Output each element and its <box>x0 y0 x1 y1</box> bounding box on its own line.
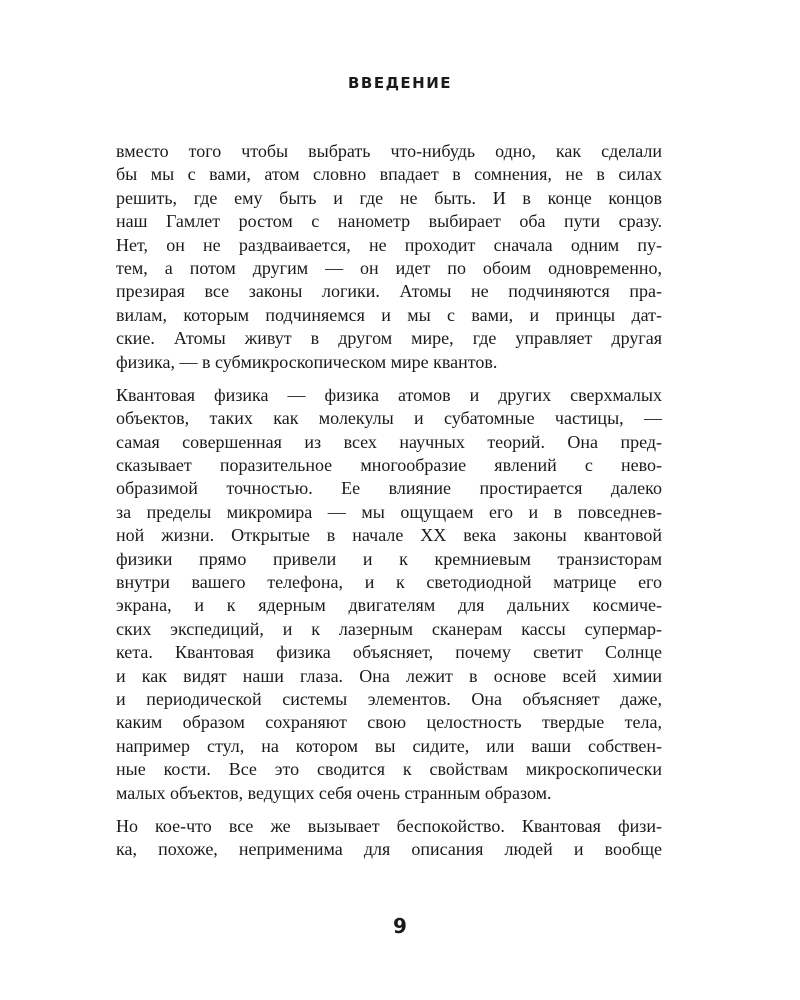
text-line: например стул, на котором вы сидите, или ваши собствен- <box>116 735 662 756</box>
text-line: физики прямо привели и к кремниевым транзисторам <box>116 548 662 569</box>
text-line: ских экспедиций, и к лазерным сканерам кассы супермар- <box>116 618 662 639</box>
text-line: каким образом сохраняют свою целостность твердые тела, <box>116 712 662 733</box>
page-number: 9 <box>393 914 407 938</box>
text-line: и как видят наши глаза. Она лежит в основе всей химии <box>116 665 662 686</box>
paragraph <box>116 815 662 862</box>
text-line: ские. Атомы живут в другом мире, где управляет другая <box>116 328 662 349</box>
text-line: Нет, он не раздваивается, не проходит сначала одним пу- <box>116 234 662 255</box>
text-line: малых объектов, ведущих себя очень странным образом. <box>116 782 552 803</box>
running-head: ВВЕДЕНИЕ <box>347 74 453 92</box>
text-line: сказывает поразительное многообразие явлений с нево- <box>116 455 662 476</box>
text-line: самая совершенная из всех научных теорий. Она пред- <box>116 431 662 452</box>
text-line: бы мы с вами, атом словно впадает в сомнения, не в силах <box>116 164 662 185</box>
text-line: образимой точностью. Ее влияние простирается далеко <box>116 478 662 499</box>
text-line: и периодической системы элементов. Она объясняет даже, <box>116 688 662 709</box>
text-line: ка, похоже, неприменима для описания людей и вообще <box>116 839 662 860</box>
paragraph <box>116 384 662 805</box>
text-line: наш Гамлет ростом с нанометр выбирает оба пути сразу. <box>116 211 662 232</box>
text-line: за пределы микромира — мы ощущаем его и в повседнев- <box>116 501 662 522</box>
text-line: объектов, таких как молекулы и субатомные частицы, — <box>116 408 662 429</box>
text-line: ные кости. Все это сводится к свойствам микроскопически <box>116 759 662 780</box>
text-line: Но кое-что все же вызывает беспокойство. Квантовая физи- <box>116 815 662 836</box>
text-line: кета. Квантовая физика объясняет, почему светит Солнце <box>116 642 662 663</box>
text-line: презирая все законы логики. Атомы не подчиняются пра- <box>116 281 662 302</box>
text-line: вилам, которым подчиняемся и мы с вами, и принцы дат- <box>116 304 662 325</box>
paragraph <box>116 140 662 374</box>
text-line: вместо того чтобы выбрать что-нибудь одно, как сделали <box>116 141 662 161</box>
text-line: внутри вашего телефона, и к светодиодной матрице его <box>116 572 662 593</box>
text-line: физика, — в субмикроскопическом мире квантов. <box>116 351 498 372</box>
text-line: решить, где ему быть и где не быть. И в конце концов <box>116 187 662 208</box>
text-line: экрана, и к ядерным двигателям для дальних космиче- <box>116 595 662 616</box>
text-line: ной жизни. Открытые в начале XX века законы квантовой <box>116 525 662 546</box>
text-line: тем, а потом другим — он идет по обоим одновременно, <box>116 257 662 278</box>
text-line: Квантовая физика — физика атомов и других сверхмалых <box>116 384 662 405</box>
body-text <box>116 140 662 872</box>
